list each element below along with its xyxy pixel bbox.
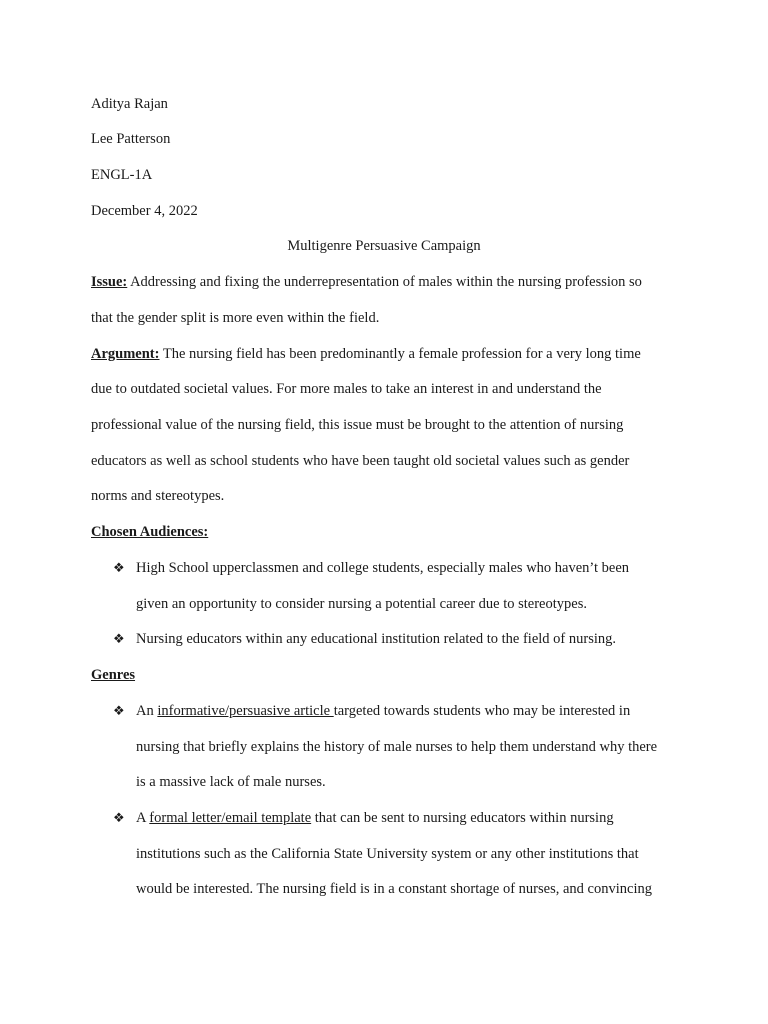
course-code: ENGL-1A [91, 167, 153, 183]
argument-line-3: professional value of the nursing field, this issue must be brought to the attention of nursing [91, 417, 624, 433]
author-name: Aditya Rajan [91, 96, 168, 112]
argument-line-5: norms and stereotypes. [91, 488, 225, 504]
genre-item-1-suffix: targeted towards students who may be interested in [333, 703, 631, 719]
genre-item-2-line-2: institutions such as the California State University system or any other institutions that [136, 846, 639, 862]
audience-item-1-line-1: High School upperclassmen and college students, especially males who haven’t been [136, 560, 629, 576]
genre-item-1-line-2: nursing that briefly explains the history of male nurses to help them understand why there [136, 739, 658, 755]
genres-heading: Genres [91, 667, 136, 683]
issue-line-2: that the gender split is more even within the field. [91, 310, 380, 326]
argument-line-2: due to outdated societal values. For more males to take an interest in and understand the [91, 381, 602, 397]
argument-label: Argument: [91, 346, 160, 362]
instructor-name: Lee Patterson [91, 131, 171, 147]
document-title: Multigenre Persuasive Campaign [287, 238, 481, 254]
argument-line-1 [91, 345, 641, 363]
audiences-heading: Chosen Audiences: [91, 524, 209, 540]
audience-item-1-line-2: given an opportunity to consider nursing a potential career due to stereotypes. [136, 596, 587, 612]
genre-item-2-suffix: that can be sent to nursing educators within nursing [311, 810, 614, 826]
diamond-bullet-icon: ❖ [113, 810, 125, 825]
issue-line-1 [91, 273, 642, 291]
genre-item-1-line-3: is a massive lack of male nurses. [136, 774, 326, 790]
document-date: December 4, 2022 [91, 203, 198, 219]
audience-item-2-line-1: Nursing educators within any educational institution related to the field of nursing. [136, 631, 617, 647]
genre-item-2-term: formal letter/email template [149, 810, 312, 826]
diamond-bullet-icon: ❖ [113, 631, 125, 646]
issue-text-1: Addressing and fixing the underrepresentation of males within the nursing profession so [127, 274, 642, 290]
diamond-bullet-icon: ❖ [113, 560, 125, 575]
genre-item-2-prefix: A [136, 810, 150, 826]
argument-line-4: educators as well as school students who have been taught old societal values such as gender [91, 453, 630, 469]
diamond-bullet-icon: ❖ [113, 703, 125, 718]
argument-text-1: The nursing field has been predominantly a female profession for a very long time [159, 346, 641, 362]
genre-item-1-line-1 [136, 702, 630, 720]
genre-item-1-prefix: An [136, 703, 158, 719]
genre-item-2-line-1 [136, 809, 614, 827]
issue-label: Issue: [91, 274, 128, 290]
genre-item-1-term: informative/persuasive article [157, 703, 334, 719]
genre-item-2-line-3: would be interested. The nursing field is in a constant shortage of nurses, and convincing [136, 881, 652, 897]
